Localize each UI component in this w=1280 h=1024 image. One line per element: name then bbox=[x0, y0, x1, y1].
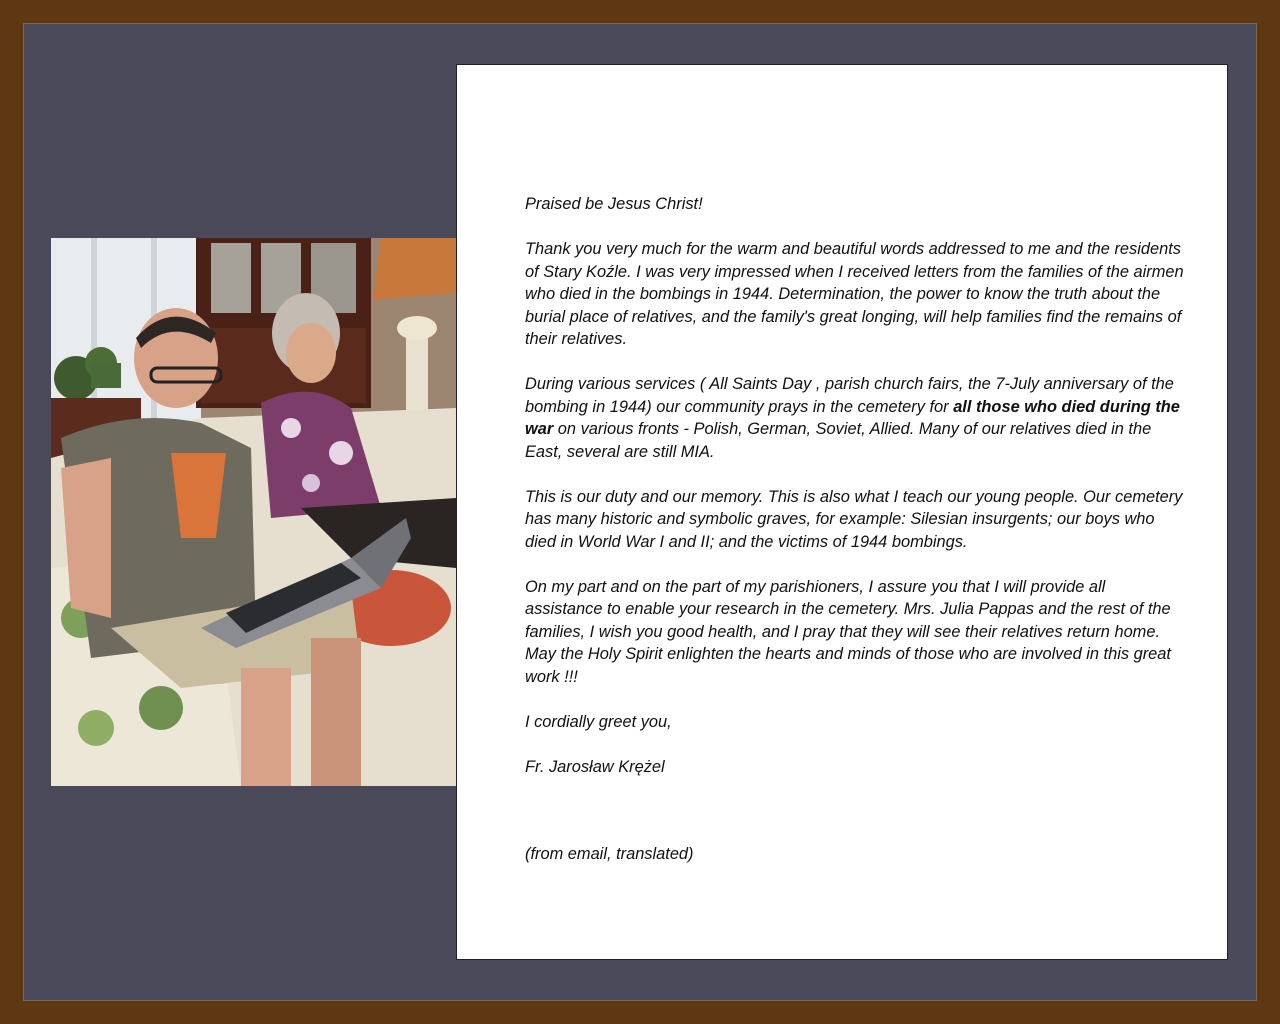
letter-paragraph-1: Thank you very much for the warm and beautiful words addressed to me and the residents of Stary Koźle. I was very impressed when I received letters from the families of the airmen who died in the bombings in 1944. Determination, the power to know the truth about the burial place of relatives, and the family's great longing, will help families find the remains of their relatives. bbox=[525, 240, 1184, 348]
letter-paragraph-3: This is our duty and our memory. This is also what I teach our young people. Our cemetery has many historic and symbolic graves, for example: Silesian insurgents; our boys who died in World War I and II; and the victims of 1944 bombings. bbox=[525, 487, 1183, 551]
paragraph-2-start: During various services ( All Saints Day , parish church fairs, the 7-July anniversary of the bombing in 1944) our community prays in the cemetery for bbox=[525, 375, 1174, 416]
letter-body bbox=[525, 193, 1185, 801]
letter-page bbox=[456, 64, 1228, 960]
footnote: (from email, translated) bbox=[525, 845, 694, 863]
closing: I cordially greet you, bbox=[525, 712, 672, 731]
letter-paragraph-2 bbox=[525, 373, 1185, 463]
paragraph-2-end: on various fronts - Polish, German, Soviet, Allied. Many of our relatives died in the East, several are still MIA. bbox=[525, 420, 1152, 461]
paragraph-2-bold: all those who died during the war bbox=[525, 397, 1180, 438]
salutation: Praised be Jesus Christ! bbox=[525, 195, 703, 213]
photo bbox=[51, 238, 456, 786]
signature: Fr. Jarosław Krężel bbox=[525, 757, 665, 776]
letter-paragraph-4: On my part and on the part of my parishioners, I assure you that I will provide all assistance to enable your research in the cemetery. Mrs. Julia Pappas and the rest of the families, I wish you good health, and I pray that they will see their relatives return home. May the Holy Spirit enlighten the hearts and minds of those who are involved in this great work !!! bbox=[525, 577, 1171, 686]
photo-illustration bbox=[51, 238, 456, 786]
